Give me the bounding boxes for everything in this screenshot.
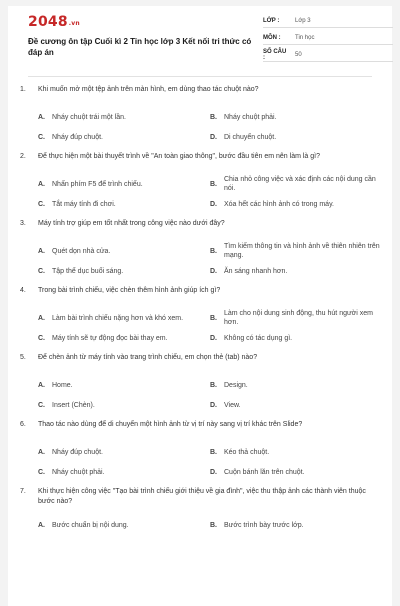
answer-option[interactable]	[38, 180, 210, 189]
meta-row-subject	[263, 31, 393, 45]
answer-option[interactable]	[210, 334, 380, 343]
question-item	[20, 487, 380, 560]
option-text: Tắt máy tính đi chơi.	[52, 200, 116, 208]
option-text: Nháy đúp chuột.	[52, 133, 103, 141]
option-text: Kéo thả chuột.	[224, 448, 270, 456]
answer-option[interactable]	[38, 247, 210, 256]
meta-row-count	[263, 48, 393, 62]
option-letter: D.	[210, 200, 217, 208]
answer-option[interactable]	[38, 401, 210, 410]
option-letter: A.	[38, 381, 45, 389]
option-row	[38, 241, 380, 261]
option-text: Nháy chuột trái một lần.	[52, 113, 126, 121]
option-letter: B.	[210, 521, 217, 529]
option-letter: D.	[210, 468, 217, 476]
answer-option[interactable]	[210, 175, 380, 193]
option-letter: C.	[38, 334, 45, 342]
answer-option[interactable]	[210, 381, 380, 390]
option-row	[38, 515, 380, 535]
meta-label: MÔN :	[263, 34, 281, 41]
header-divider	[28, 76, 372, 77]
answer-option[interactable]	[38, 267, 210, 276]
logo-text: 2048	[28, 14, 68, 30]
question-number: 3.	[20, 220, 26, 227]
answer-option[interactable]	[210, 267, 380, 276]
option-text: Design.	[224, 381, 248, 389]
question-text: Máy tính trợ giúp em tốt nhất trong công việc nào dưới đây?	[38, 220, 225, 227]
option-text: Di chuyển chuột.	[224, 133, 277, 141]
option-letter: B.	[210, 113, 217, 121]
option-letter: A.	[38, 180, 45, 188]
answer-option[interactable]	[38, 334, 210, 343]
option-text: Bước chuẩn bị nội dung.	[52, 521, 129, 529]
option-text: Bước trình bày trước lớp.	[224, 521, 304, 529]
question-header	[20, 353, 380, 363]
option-letter: D.	[210, 401, 217, 409]
site-logo[interactable]	[28, 14, 80, 30]
option-row	[38, 107, 380, 127]
option-text: Nhấn phím F5 để trình chiếu.	[52, 180, 143, 188]
question-item	[20, 353, 380, 420]
answer-option[interactable]	[38, 448, 210, 457]
question-text: Trong bài trình chiếu, việc chèn thêm hình ảnh giúp ích gì?	[38, 287, 221, 294]
question-header	[20, 85, 380, 95]
answer-options	[38, 375, 380, 415]
answer-options	[38, 107, 380, 147]
question-text: Để chèn ảnh từ máy tính vào trang trình chiếu, em chọn thẻ (tab) nào?	[38, 354, 258, 361]
answer-option[interactable]	[210, 113, 380, 122]
option-row	[38, 375, 380, 395]
question-item	[20, 420, 380, 487]
answer-options	[38, 308, 380, 348]
question-item	[20, 286, 380, 353]
option-letter: C.	[38, 133, 45, 141]
answer-options	[38, 241, 380, 281]
option-letter: C.	[38, 468, 45, 476]
question-header	[20, 152, 380, 162]
option-text: Home.	[52, 381, 73, 389]
answer-option[interactable]	[38, 521, 210, 530]
question-text: Khi muốn mở một tệp ảnh trên màn hình, em dùng thao tác chuột nào?	[38, 86, 259, 93]
question-header	[20, 487, 380, 507]
question-number: 7.	[20, 488, 26, 495]
answer-option[interactable]	[38, 314, 210, 323]
answer-option[interactable]	[210, 448, 380, 457]
option-row	[38, 395, 380, 415]
option-text: Máy tính sẽ tự động đọc bài thay em.	[52, 334, 168, 342]
option-letter: B.	[210, 314, 217, 322]
option-text: Không có tác dụng gì.	[224, 334, 293, 342]
option-text: Quét dọn nhà cửa.	[52, 247, 111, 255]
option-text: Làm cho nội dung sinh động, thu hút người xem hơn.	[224, 310, 373, 326]
option-text: Cuộn bánh lăn trên chuột.	[224, 468, 305, 476]
option-letter: C.	[38, 200, 45, 208]
option-row	[38, 174, 380, 194]
option-text: Nháy đúp chuột.	[52, 448, 103, 456]
option-text: Xóa hết các hình ảnh có trong máy.	[224, 200, 334, 208]
answer-options	[38, 515, 380, 535]
option-letter: B.	[210, 381, 217, 389]
answer-option[interactable]	[210, 309, 380, 327]
meta-label: LỚP :	[263, 17, 280, 24]
question-header	[20, 219, 380, 229]
answer-option[interactable]	[210, 401, 380, 410]
option-letter: A.	[38, 247, 45, 255]
meta-value: 50	[295, 51, 302, 58]
option-text: Tìm kiếm thông tin và hình ảnh về thiên nhiên trên mạng.	[224, 243, 380, 259]
question-number: 4.	[20, 287, 26, 294]
question-list	[20, 85, 380, 560]
question-header	[20, 286, 380, 296]
option-letter: A.	[38, 113, 45, 121]
answer-option[interactable]	[210, 468, 380, 477]
question-item	[20, 219, 380, 286]
option-letter: B.	[210, 180, 217, 188]
document-meta	[263, 14, 393, 65]
meta-label: SỐ CÂU :	[263, 48, 287, 61]
option-row	[38, 261, 380, 281]
answer-option[interactable]	[210, 133, 380, 142]
option-text: Nháy chuột phải.	[52, 468, 105, 476]
option-text: Insert (Chèn).	[52, 401, 95, 409]
answer-option[interactable]	[210, 200, 380, 209]
question-number: 1.	[20, 86, 26, 93]
option-row	[38, 442, 380, 462]
option-text: View.	[224, 401, 241, 409]
option-letter: B.	[210, 448, 217, 456]
option-letter: A.	[38, 314, 45, 322]
option-letter: D.	[210, 267, 217, 275]
answer-option[interactable]	[38, 381, 210, 390]
option-letter: A.	[38, 448, 45, 456]
answer-option[interactable]	[38, 113, 210, 122]
option-letter: A.	[38, 521, 45, 529]
question-text: Thao tác nào dùng để di chuyển một hình ảnh từ vị trí này sang vị trí khác trên Slide?	[38, 421, 303, 428]
option-row	[38, 328, 380, 348]
option-letter: B.	[210, 247, 217, 255]
question-number: 2.	[20, 153, 26, 160]
option-letter: D.	[210, 133, 217, 141]
option-text: Nháy chuột phải.	[224, 113, 277, 121]
document-header	[18, 6, 382, 76]
meta-value: Lớp 3	[295, 17, 311, 24]
answer-options	[38, 174, 380, 214]
logo-suffix: .vn	[68, 20, 80, 27]
option-row	[38, 127, 380, 147]
question-text: Khi thực hiện công việc "Tạo bài trình chiếu giới thiệu về gia đình", việc thu thập ảnh các thành viên thuộc bước nào?	[38, 488, 366, 505]
answer-option[interactable]	[38, 133, 210, 142]
meta-value: Tin học	[295, 34, 315, 41]
meta-row-class	[263, 14, 393, 28]
option-text: Ăn sáng nhanh hơn.	[224, 267, 288, 275]
question-number: 5.	[20, 354, 26, 361]
question-text: Để thực hiện một bài thuyết trình về "An toàn giao thông", bước đầu tiên em nên làm là gì?	[38, 153, 320, 160]
answer-option[interactable]	[38, 468, 210, 477]
option-text: Tập thể dục buổi sáng.	[52, 267, 124, 275]
question-item	[20, 152, 380, 219]
option-row	[38, 194, 380, 214]
answer-option[interactable]	[38, 200, 210, 209]
option-row	[38, 462, 380, 482]
option-text: Chia nhỏ công việc và xác định các nội dung cần nói.	[224, 176, 376, 192]
option-text: Làm bài trình chiếu nặng hơn và khó xem.	[52, 314, 184, 322]
document-page	[8, 6, 392, 606]
answer-options	[38, 442, 380, 482]
answer-option[interactable]	[210, 242, 380, 260]
document-title: Đề cương ôn tập Cuối kì 2 Tin học lớp 3 Kết nối tri thức có đáp án	[28, 37, 252, 57]
option-letter: C.	[38, 401, 45, 409]
answer-option[interactable]	[210, 521, 380, 530]
option-letter: C.	[38, 267, 45, 275]
question-header	[20, 420, 380, 430]
option-letter: D.	[210, 334, 217, 342]
question-item	[20, 85, 380, 152]
question-number: 6.	[20, 421, 26, 428]
option-row	[38, 308, 380, 328]
